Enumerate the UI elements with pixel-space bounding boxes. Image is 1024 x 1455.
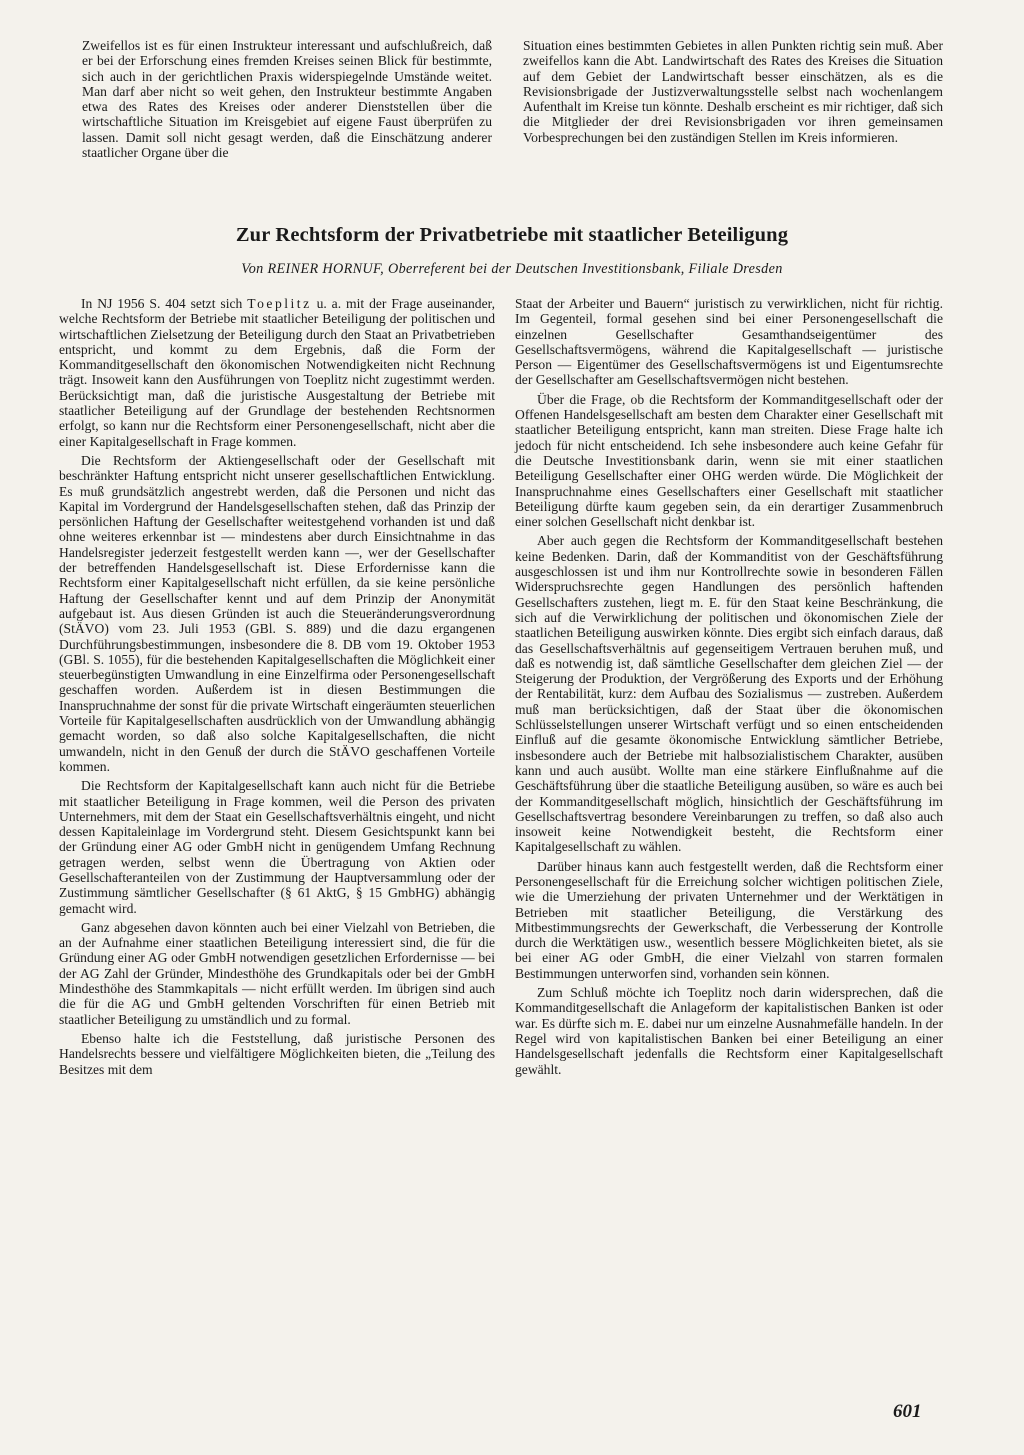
author-name: Toeplitz: [247, 296, 312, 311]
paragraph: Die Rechtsform der Kapitalgesellschaft kann auch nicht für die Betriebe mit staatlicher Beteiligung in Frage kommen, weil die Person des privaten Unternehmers, mit dem der Staat ein Gesellschaftsverhältnis eingeht, und nicht dessen Kapitaleinlage im Vordergrund steht. Diesem Gesichtspunkt kann bei der Gründung einer AG oder GmbH nicht in genügendem Umfang Rechnung getragen werden, selbst wenn die Übertragung von Aktien oder Gesellschafteranteilen von der Zustimmung der Hauptversammlung oder der Zustimmung sämtlicher Gesellschafter (§ 61 AktG, § 15 GmbHG) abhängig gemacht wird.: [59, 778, 495, 916]
left-column: [59, 296, 495, 1077]
paragraph: Die Rechtsform der Aktiengesellschaft oder der Gesellschaft mit beschränkter Haftung entspricht nicht unserer gesellschaftlichen Entwicklung. Es muß grundsätzlich angestrebt werden, daß die Personen und nicht das Kapital im Vordergrund der Handelsgesellschaften stehen, daß das Prinzip der persönlichen Haftung der Gesellschafter weitestgehend vorhanden ist und daß ohne weiteres erkennbar ist — mindestens aber durch Einsichtnahme in das Handelsregister jederzeit festgestellt werden kann —, wer der Gesellschafter der betreffenden Handelsgesellschaft ist. Diese Erfordernisse kann die Rechtsform einer Kapitalgesellschaft nicht erfüllen, da sie keine persönliche Haftung der Gesellschafter kennt und auf dem Prinzip der Anonymität aufgebaut ist. Aus diesen Gründen ist auch die Steueränderungsverordnung (StÄVO) vom 23. Juli 1953 (GBl. S. 889) und die dazu ergangenen Durchführungsbestimmungen, insbesondere die 8. DB vom 19. Oktober 1953 (GBl. S. 1055), für die bestehenden Kapitalgesellschaften die Möglichkeit einer steuerbegünstigten Umwandlung in eine Einzelfirma oder Personengesellschaft geschaffen worden. Außerdem ist in diesen Bestimmungen die Inanspruchnahme der sonst für die private Wirtschaft eingeräumten steuerlichen Vorteile für Kapitalgesellschaften ausdrücklich von der Umwandlung abhängig gemacht worden, so daß also solche Kapitalgesellschaften, die nicht umwandeln, nicht in den Genuß der durch die StÄVO geschaffenen Vorteile kommen.: [59, 452, 495, 774]
paragraph: Ebenso halte ich die Feststellung, daß juristische Personen des Handelsrechts bessere und vielfältigere Möglichkeiten bieten, die „Teilung des Besitzes mit dem: [59, 1030, 495, 1077]
top-left-column: [82, 38, 492, 160]
paragraph: In NJ 1956 S. 404 setzt sich Toeplitz u. a. mit der Frage auseinander, welche Rechtsform der Betriebe mit staatlicher Beteiligung der politischen und wirtschaftlichen Zielsetzung der Beteiligung durch den Staat an Privatbetrieben entspricht, und kommt zu dem Ergebnis, daß die Form der Kommanditgesellschaft den ökonomischen Notwendigkeiten nicht Rechnung trägt. Insoweit kann den Ausführungen von Toeplitz nicht zugestimmt werden. Berücksichtigt man, daß die juristische Ausgestaltung der Betriebe mit staatlicher Beteiligung auf der Grundlage der bestehenden Rechtsnormen erfolgt, so kann nur die Rechtsform einer Personengesellschaft, nicht aber die einer Kapitalgesellschaft in Frage kommen.: [59, 296, 496, 449]
article-title: Zur Rechtsform der Privatbetriebe mit staatlicher Beteiligung: [235, 224, 789, 246]
paragraph: Über die Frage, ob die Rechtsform der Kommanditgesellschaft oder der Offenen Handelsgesellschaft am besten dem Charakter einer Gesellschaft mit staatlicher Beteiligung entspricht, kann man streiten. Diese Frage halte ich jedoch für nicht entscheidend. Ich sehe insbesondere auch keine Gefahr für die Deutsche Investitionsbank darin, wenn sie mit einer staatlichen Beteiligung Gesellschafter einer OHG werden würde. Die Möglichkeit der Inanspruchnahme eines Gesellschafters einer Gesellschaft mit staatlicher Beteiligung dürfte kaum gegeben sein, da ein derartiger Zusammenbruch einer solchen Gesellschaft nicht denkbar ist.: [515, 391, 943, 530]
top-right-column: [523, 38, 943, 145]
page-number: 601: [893, 1401, 922, 1422]
paragraph: Staat der Arbeiter und Bauern“ juristisch zu verwirklichen, nicht für richtig. Im Gegenteil, formal gesehen sind bei einer Personengesellschaft die einzelnen Gesellschafter Gesamthandseigentümer des Gesellschaftsvermögens, während die Kapitalgesellschaft — juristische Person — Eigentümer des Gesellschaftsvermögens ist und Eigentumsrechte der Gesellschafter am Gesellschaftsvermögen nicht bestehen.: [515, 296, 943, 388]
top-right-paragraph: Situation eines bestimmten Gebietes in allen Punkten richtig sein muß. Aber zweifellos kann die Abt. Landwirtschaft des Rates des Kreises die Situation auf dem Gebiet der Landwirtschaft besser einschätzen, als es die Revisionsbrigade der Justizverwaltungsstelle selbst nach wochenlangem Aufenthalt im Kreise tun könnte. Deshalb erscheint es mir richtiger, daß sich die Mitglieder der drei Revisionsbrigaden vor ihren gemeinsamen Vorbesprechungen bei den zuständigen Stellen im Kreis informieren.: [523, 38, 943, 145]
paragraph: Zum Schluß möchte ich Toeplitz noch darin widersprechen, daß die Kommanditgesellschaft die Anlageform der kapitalistischen Banken ist oder war. Es dürfte sich m. E. dabei nur um einzelne Ausnahmefälle handeln. In der Regel wird von kapitalistischen Banken bei einer Beteiligung an einer Handelsgesellschaft jedenfalls die Rechtsform einer Kapitalgesellschaft gewählt.: [515, 985, 943, 1077]
paragraph: Ganz abgesehen davon könnten auch bei einer Vielzahl von Betrieben, die an der Aufnahme einer staatlichen Beteiligung interessiert sind, die für die Gründung einer AG oder GmbH notwendigen gesetzlichen Erfordernisse — bei der AG Zahl der Gründer, Mindesthöhe des Grundkapitals oder bei der GmbH Mindesthöhe des Stammkapitals — nicht erfüllt werden. Im übrigen sind auch die für die AG und GmbH geltenden Vorschriften für einen Betrieb mit staatlicher Beteiligung zu umständlich und zu formal.: [59, 919, 495, 1027]
paragraph: Aber auch gegen die Rechtsform der Kommanditgesellschaft bestehen keine Bedenken. Darin, daß der Kommanditist von der Geschäftsführung ausgeschlossen ist und ihm nur Kontrollrechte sowie in besonderen Fällen Widerspruchsrechte gegen Handlungen des persönlich haftenden Gesellschafters zustehen, liegt m. E. für den Staat keine Beschränkung, die sich auf die Verwirklichung der politischen und ökonomischen Ziele der staatlichen Beteiligung auswirken könnte. Dies ergibt sich einfach daraus, daß das Gesellschaftsverhältnis auf gegenseitigem Vertrauen beruhen muß, und daß es notwendig ist, daß sämtliche Gesellschafter dem gleichen Ziel — der Steigerung der Produktion, der Vergrößerung des Exports und der Erhöhung der Rentabilität, kurz: dem Aufbau des Sozialismus — zustreben. Außerdem muß man berücksichtigen, daß der Staat über die ökonomischen Schlüsselstellungen unserer Wirtschaft verfügt und so einen entscheidenden Einfluß auf die gesamte ökonomische Entwicklung sämtlicher Betriebe, insbesondere auch der Betriebe mit halbsozialistischem Charakter, ausüben kann und auch ausübt. Wollte man eine stärkere Einflußnahme auf die Geschäftsführung über die staatliche Beteiligung ausüben, so wäre es auch bei der Kommanditgesellschaft möglich, hinsichtlich der Geschäftsführung im Gesellschaftsvertrag besondere Vereinbarungen zu treffen, so daß also auch insoweit keine Notwendigkeit besteht, die Rechtsform einer Kapitalgesellschaft zu wählen.: [515, 533, 943, 855]
paragraph: Darüber hinaus kann auch festgestellt werden, daß die Rechtsform einer Personengesellschaft für die Erreichung solcher wichtigen politischen Ziele, wie die Umerziehung der privaten Unternehmer und der Werktätigen in Betrieben mit staatlicher Beteiligung, die Verstärkung des Mitbestimmungsrechts der Gewerkschaft, die Verbesserung der Kontrolle durch die Werktätigen usw., wesentlich bessere Möglichkeiten bietet, als sie bei einer AG oder GmbH, die einer Vielzahl von starren formalen Bestimmungen unterworfen sind, vorhanden sein können.: [515, 858, 943, 981]
right-column: [515, 296, 943, 1077]
top-left-paragraph: Zweifellos ist es für einen Instrukteur interessant und aufschlußreich, daß er bei der Erforschung eines fremden Kreises seinen Blick für bestimmte, sich auch in der gerichtlichen Praxis widerspiegelnde Umstände weitet. Man darf aber nicht so weit gehen, den Instrukteur bestimmte Angaben etwa des Rates des Kreises oder anderer Dienststellen über die wirtschaftliche Situation im Kreisgebiet auf eigene Faust überprüfen zu lassen. Damit soll nicht gesagt werden, daß die Einschätzung anderer staatlicher Organe über die: [82, 38, 492, 161]
article-byline: Von REINER HORNUF, Oberreferent bei der Deutschen Investitionsbank, Filiale Dresden: [241, 261, 783, 277]
